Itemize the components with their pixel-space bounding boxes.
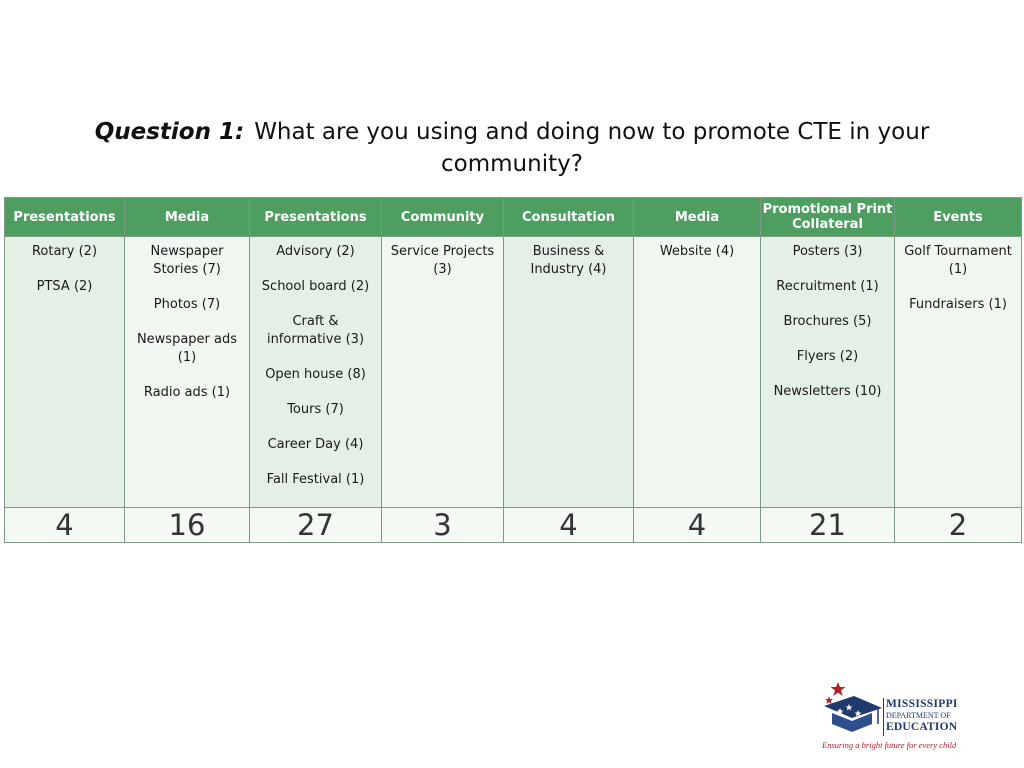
list-item: Website (4) — [659, 244, 735, 259]
column-header: Community — [382, 198, 504, 237]
graduation-cap-star-icon — [820, 680, 884, 740]
column-items-cell — [761, 237, 895, 508]
column-header: Presentations — [250, 198, 382, 237]
header-row — [5, 198, 1022, 237]
list-item: Newsletters (10) — [773, 384, 882, 399]
list-item: Radio ads (1) — [143, 385, 231, 400]
column-items-cell — [125, 237, 250, 508]
list-item: School board (2) — [261, 279, 370, 294]
list-item: Business & Industry (4) — [530, 244, 607, 277]
column-items-cell — [382, 237, 504, 508]
column-total: 4 — [5, 508, 125, 543]
column-header: Presentations — [5, 198, 125, 237]
list-item: PTSA (2) — [36, 279, 93, 294]
column-header: Media — [634, 198, 761, 237]
column-total: 16 — [125, 508, 250, 543]
list-item: Golf Tournament (1) — [904, 244, 1012, 277]
column-items-cell — [250, 237, 382, 508]
slide-title — [60, 116, 964, 180]
column-items-cell — [634, 237, 761, 508]
logo-line-1: MISSISSIPPI — [886, 698, 958, 710]
column-items-cell — [895, 237, 1022, 508]
list-item: Fall Festival (1) — [266, 472, 365, 487]
list-item: Recruitment (1) — [776, 279, 879, 294]
list-item: Photos (7) — [153, 297, 221, 312]
logo-divider — [883, 698, 884, 736]
list-item: Newspaper Stories (7) — [150, 244, 224, 277]
column-items-cell — [504, 237, 634, 508]
column-total: 3 — [382, 508, 504, 543]
logo-line-3: EDUCATION — [886, 721, 958, 733]
logo-line-2: DEPARTMENT OF — [886, 711, 951, 720]
list-item: Brochures (5) — [783, 314, 872, 329]
list-item: Fundraisers (1) — [909, 297, 1007, 312]
question-text: What are you using and doing now to promote CTE in your community? — [254, 119, 930, 177]
column-total: 27 — [250, 508, 382, 543]
list-item: Advisory (2) — [276, 244, 355, 259]
items-row — [5, 237, 1022, 508]
list-item: Career Day (4) — [267, 437, 364, 452]
column-header: Media — [125, 198, 250, 237]
column-total: 4 — [504, 508, 634, 543]
list-item: Flyers (2) — [796, 349, 859, 364]
logo-name — [886, 698, 978, 734]
column-header: Events — [895, 198, 1022, 237]
list-item: Newspaper ads (1) — [136, 332, 238, 365]
column-total: 4 — [634, 508, 761, 543]
list-item: Craft & informative (3) — [266, 314, 365, 347]
mississippi-department-of-education-logo — [820, 680, 980, 756]
logo-tagline: Ensuring a bright future for every child — [822, 740, 957, 750]
promotion-table — [4, 197, 1022, 543]
question-label: Question 1: — [94, 119, 245, 145]
column-header: Promotional Print Collateral — [761, 198, 895, 237]
column-total: 2 — [895, 508, 1022, 543]
list-item: Service Projects (3) — [390, 244, 495, 277]
totals-row — [5, 508, 1022, 543]
column-items-cell — [5, 237, 125, 508]
list-item: Rotary (2) — [31, 244, 98, 259]
list-item: Posters (3) — [792, 244, 863, 259]
column-total: 21 — [761, 508, 895, 543]
column-header: Consultation — [504, 198, 634, 237]
list-item: Tours (7) — [287, 402, 344, 417]
list-item: Open house (8) — [265, 367, 366, 382]
